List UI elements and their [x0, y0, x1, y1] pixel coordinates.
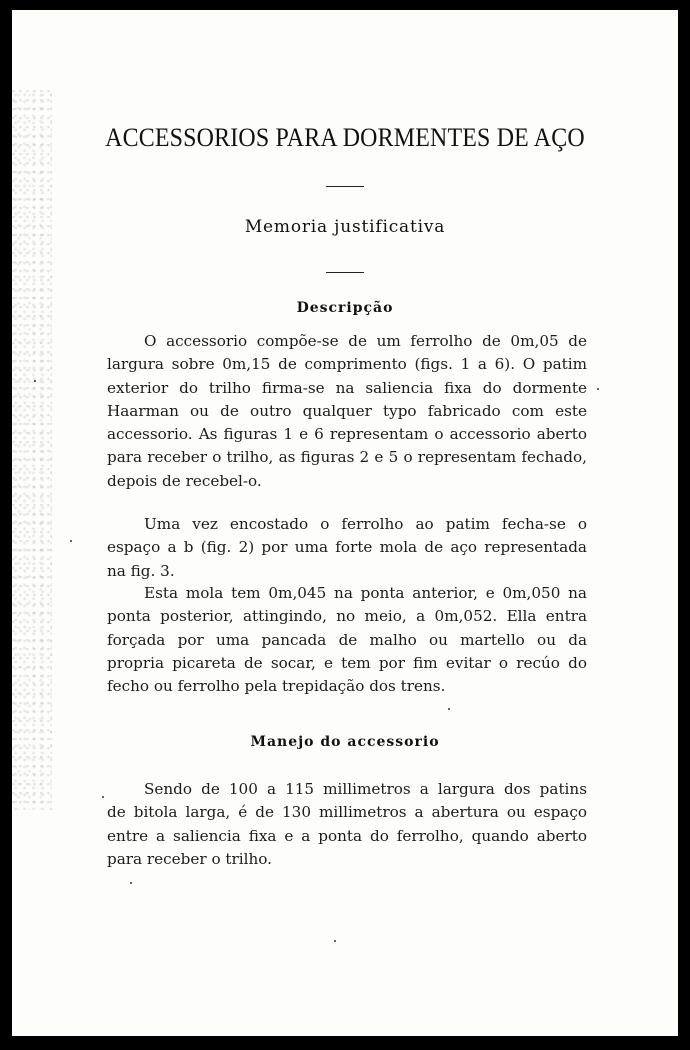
text-line: entre a saliencia fixa e a ponta do ferrolho, quando aberto: [107, 826, 587, 845]
text-line: largura sobre 0m,15 de comprimento (figs. 1 a 6). O patim: [107, 355, 587, 374]
text-line: Sendo de 100 a 115 millimetros a largura dos patins: [144, 780, 587, 798]
text-line: depois de recebel-o.: [107, 471, 262, 490]
scan-speck: [130, 882, 132, 884]
scan-speck: [34, 380, 36, 382]
text-line: ponta posterior, attingindo, no meio, a 0m,052. Ella entra: [107, 607, 587, 626]
section-heading-manejo: Manejo do accessorio: [250, 734, 440, 750]
text-line: na fig. 3.: [107, 561, 175, 580]
text-line: Esta mola tem 0m,045 na ponta anterior, e 0m,050 na: [144, 584, 587, 602]
document-page: [12, 10, 678, 1036]
text-line: propria picareta de socar, e tem por fim evitar o recúo do: [107, 653, 587, 672]
subtitle: Memoria justificativa: [244, 217, 446, 237]
paragraph-4: [107, 778, 587, 871]
paragraph-2: [107, 513, 587, 583]
text-line: espaço a b (fig. 2) por uma forte mola de aço representada: [107, 538, 587, 557]
text-line: exterior do trilho firma-se na saliencia fixa do dormente: [107, 378, 587, 397]
scan-speck: [102, 796, 104, 798]
paragraph-3: [107, 582, 587, 698]
text-line: accessorio. As figuras 1 e 6 representam o accessorio aberto: [107, 425, 587, 444]
page-title: ACCESSORIOS PARA DORMENTES DE AÇO: [105, 123, 585, 152]
section-heading-descripcao: Descripção: [296, 300, 394, 316]
text-line: para receber o trilho, as figuras 2 e 5 o representam fechado,: [107, 448, 587, 467]
text-line: fecho ou ferrolho pela trepidação dos trens.: [107, 677, 446, 696]
subtitle-divider: [326, 272, 364, 273]
text-line: para receber o trilho.: [107, 849, 272, 868]
text-line: Uma vez encostado o ferrolho ao patim fecha-se o: [144, 515, 587, 533]
text-line: O accessorio compõe-se de um ferrolho de 0m,05 de: [144, 332, 587, 350]
scan-speck: [597, 388, 599, 390]
scan-edge-noise: [12, 90, 52, 810]
text-line: forçada por uma pancada de malho ou martello ou da: [107, 630, 587, 649]
paragraph-1: [107, 330, 587, 493]
scan-speck: [70, 540, 72, 542]
text-line: Haarman ou de outro qualquer typo fabricado com este: [107, 401, 587, 420]
title-divider: [326, 186, 364, 187]
text-line: de bitola larga, é de 130 millimetros a abertura ou espaço: [107, 803, 587, 822]
scan-speck: [334, 940, 336, 942]
scan-speck: [448, 708, 450, 710]
